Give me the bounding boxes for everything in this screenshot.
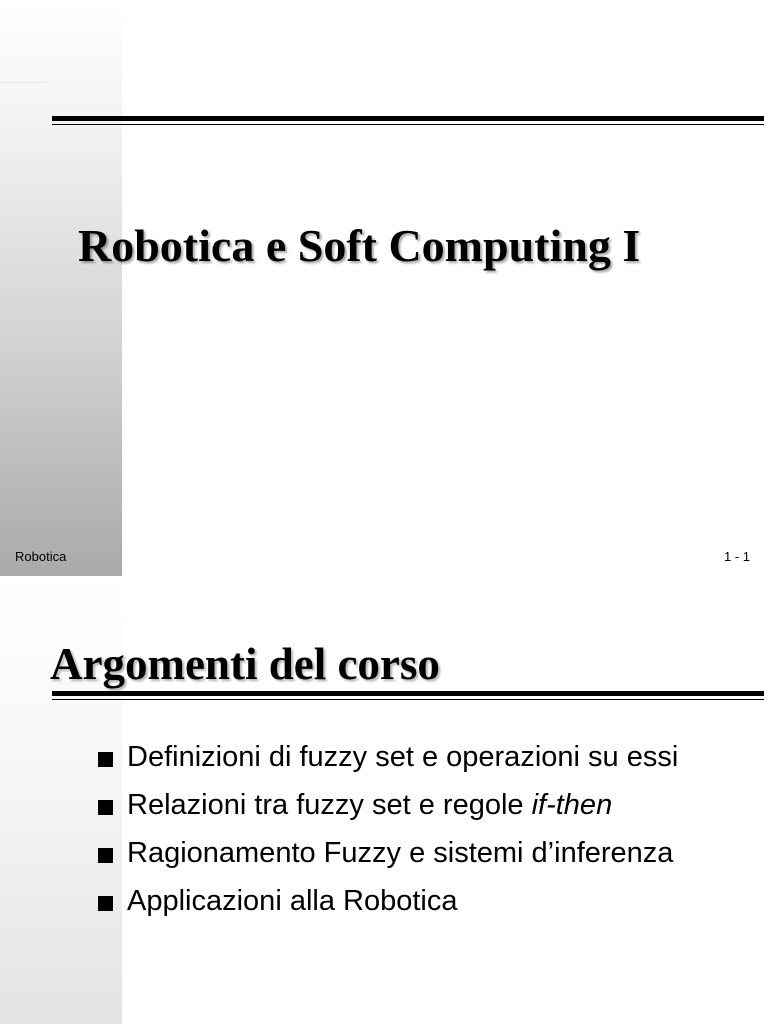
footer-page-number: 1 - 1 (723, 549, 750, 564)
list-item (96, 832, 736, 874)
corner-line (0, 82, 46, 83)
header-rule-thick (52, 691, 764, 696)
list-item (96, 784, 736, 826)
bullet-emphasis: if-then (531, 789, 613, 821)
square-bullet-icon (98, 896, 113, 911)
list-item (96, 880, 736, 922)
slide-sidebar-gradient (0, 0, 122, 576)
header-rule-thick (52, 116, 764, 121)
bullet-text: Relazioni tra fuzzy set e regole (127, 789, 532, 821)
footer-course-name: Robotica (15, 549, 67, 564)
square-bullet-icon (98, 848, 113, 863)
bullet-text: Applicazioni alla Robotica (127, 885, 458, 917)
square-bullet-icon (98, 800, 113, 815)
slide-title: Robotica e Soft Computing I (78, 220, 641, 271)
bullet-text: Ragionamento Fuzzy e sistemi d’inferenza (127, 837, 674, 869)
square-bullet-icon (98, 752, 113, 767)
list-item (96, 736, 736, 778)
slide-2 (0, 576, 768, 1024)
slide-title: Argomenti del corso (50, 639, 440, 689)
topic-list (96, 736, 736, 928)
header-rule-thin (52, 124, 764, 125)
header-rule-thin (52, 699, 764, 700)
bullet-text: Definizioni di fuzzy set e operazioni su essi (127, 741, 679, 773)
